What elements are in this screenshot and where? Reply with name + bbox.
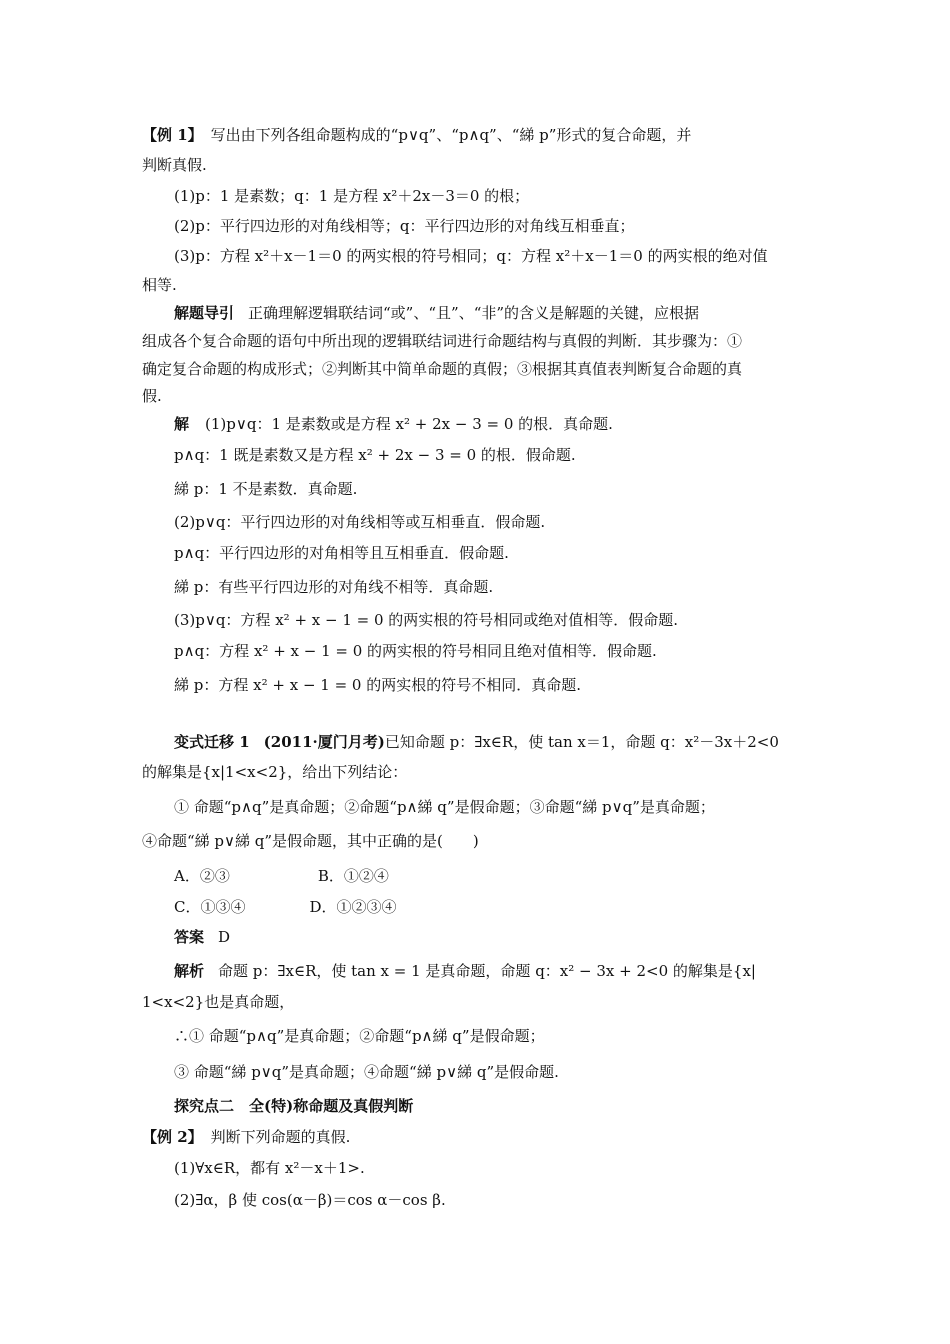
solution-line7: (3)p∨q：方程 x² + x − 1 = 0 的两实根的符号相同或绝对值相等．假命题. bbox=[174, 611, 679, 629]
options-row-1 bbox=[174, 866, 824, 886]
example1-item-3: (3)p：方程 x²＋x－1＝0 的两实根的符号相同；q：方程 x²＋x－1＝0 的两实根的绝对值 bbox=[174, 247, 768, 265]
section2-title: 探究点二 全(特)称命题及真假判断 bbox=[174, 1097, 414, 1115]
variant-source: (2011·厦门月考) bbox=[263, 733, 385, 751]
answer-value: D bbox=[218, 928, 231, 946]
solution-line9: 綈 p：方程 x² + x − 1 = 0 的两实根的符号不相同．真命题. bbox=[174, 676, 582, 694]
solution-line2: p∧q：1 既是素数又是方程 x² + 2x − 3 = 0 的根．假命题. bbox=[174, 446, 576, 464]
guide-line1 bbox=[174, 303, 824, 323]
option-d: D．①②③④ bbox=[309, 898, 397, 916]
example2-text: 判断下列命题的真假. bbox=[210, 1128, 351, 1146]
analysis-text: 命题 p：∃x∈R，使 tan x = 1 是真命题，命题 q：x² − 3x + 2<0 的解集是{x| bbox=[218, 962, 756, 980]
example1-label: 【例 1】 bbox=[142, 126, 203, 144]
analysis-line2: 1<x<2}也是真命题， bbox=[142, 993, 295, 1011]
options-row-2 bbox=[174, 897, 824, 917]
example1-stem-line2: 判断真假. bbox=[142, 156, 207, 174]
example2-label: 【例 2】 bbox=[142, 1128, 203, 1146]
analysis-label: 解析 bbox=[174, 962, 205, 980]
variant-conditions-1: ① 命题“p∧q”是真命题；②命题“p∧綈 q”是假命题；③命题“綈 p∨q”是真命题； bbox=[174, 798, 715, 816]
variant-conditions-2: ④命题“綈 p∨綈 q”是假命题，其中正确的是( ) bbox=[142, 832, 479, 850]
answer-label: 答案 bbox=[174, 928, 205, 946]
guide-line3: 确定复合命题的构成形式；②判断其中简单命题的真假；③根据其真值表判断复合命题的真 bbox=[142, 360, 743, 378]
solution-line1 bbox=[174, 414, 824, 434]
answer-line bbox=[174, 927, 824, 947]
example2-item-2: (2)∃α，β 使 cos(α－β)＝cos α－cos β. bbox=[174, 1191, 446, 1209]
guide-label: 解题导引 bbox=[174, 304, 235, 322]
example1-stem bbox=[142, 125, 822, 145]
solution-line6: 綈 p：有些平行四边形的对角线不相等．真命题. bbox=[174, 578, 494, 596]
solution-line8: p∧q：方程 x² + x − 1 = 0 的两实根的符号相同且绝对值相等．假命题. bbox=[174, 642, 657, 660]
variant-label: 变式迁移 1 bbox=[174, 733, 250, 751]
solution-line4: (2)p∨q：平行四边形的对角线相等或互相垂直．假命题. bbox=[174, 513, 546, 531]
variant-stem: 已知命题 p：∃x∈R，使 tan x＝1，命题 q：x²－3x＋2<0 bbox=[384, 733, 779, 751]
variant-line2: 的解集是{x|1<x<2}，给出下列结论： bbox=[142, 763, 408, 781]
solution-line5: p∧q：平行四边形的对角相等且互相垂直．假命题. bbox=[174, 544, 509, 562]
option-a: A．②③ bbox=[174, 867, 230, 885]
solution-label: 解 bbox=[174, 415, 190, 433]
example1-stem-line1: 写出由下列各组命题构成的“p∨q”、“p∧q”、“綈 p”形式的复合命题，并 bbox=[210, 126, 692, 144]
analysis-line1 bbox=[174, 961, 824, 981]
analysis-line4: ③ 命题“綈 p∨q”是真命题；④命题“綈 p∨綈 q”是假命题. bbox=[174, 1063, 559, 1081]
example1-item-1: (1)p：1 是素数；q：1 是方程 x²＋2x－3＝0 的根； bbox=[174, 187, 530, 205]
solution-text: (1)p∨q：1 是素数或是方程 x² + 2x − 3 = 0 的根．真命题. bbox=[205, 415, 613, 433]
example2-stem bbox=[142, 1127, 822, 1147]
guide-text: 正确理解逻辑联结词“或”、“且”、“非”的含义是解题的关键，应根据 bbox=[248, 304, 700, 322]
guide-line2: 组成各个复合命题的语句中所出现的逻辑联结词进行命题结构与真假的判断．其步骤为：① bbox=[142, 332, 743, 350]
option-c: C．①③④ bbox=[174, 898, 246, 916]
example2-item-1: (1)∀x∈R，都有 x²－x＋1>. bbox=[174, 1159, 365, 1177]
example1-item-2: (2)p：平行四边形的对角线相等；q：平行四边形的对角线互相垂直； bbox=[174, 217, 635, 235]
example1-item-3-cont: 相等. bbox=[142, 276, 177, 294]
option-b: B．①②④ bbox=[317, 867, 389, 885]
guide-line4: 假. bbox=[142, 387, 162, 405]
variant-line1 bbox=[174, 732, 824, 752]
solution-line3: 綈 p：1 不是素数．真命题. bbox=[174, 480, 358, 498]
analysis-line3: ∴① 命题“p∧q”是真命题；②命题“p∧綈 q”是假命题； bbox=[174, 1027, 545, 1045]
